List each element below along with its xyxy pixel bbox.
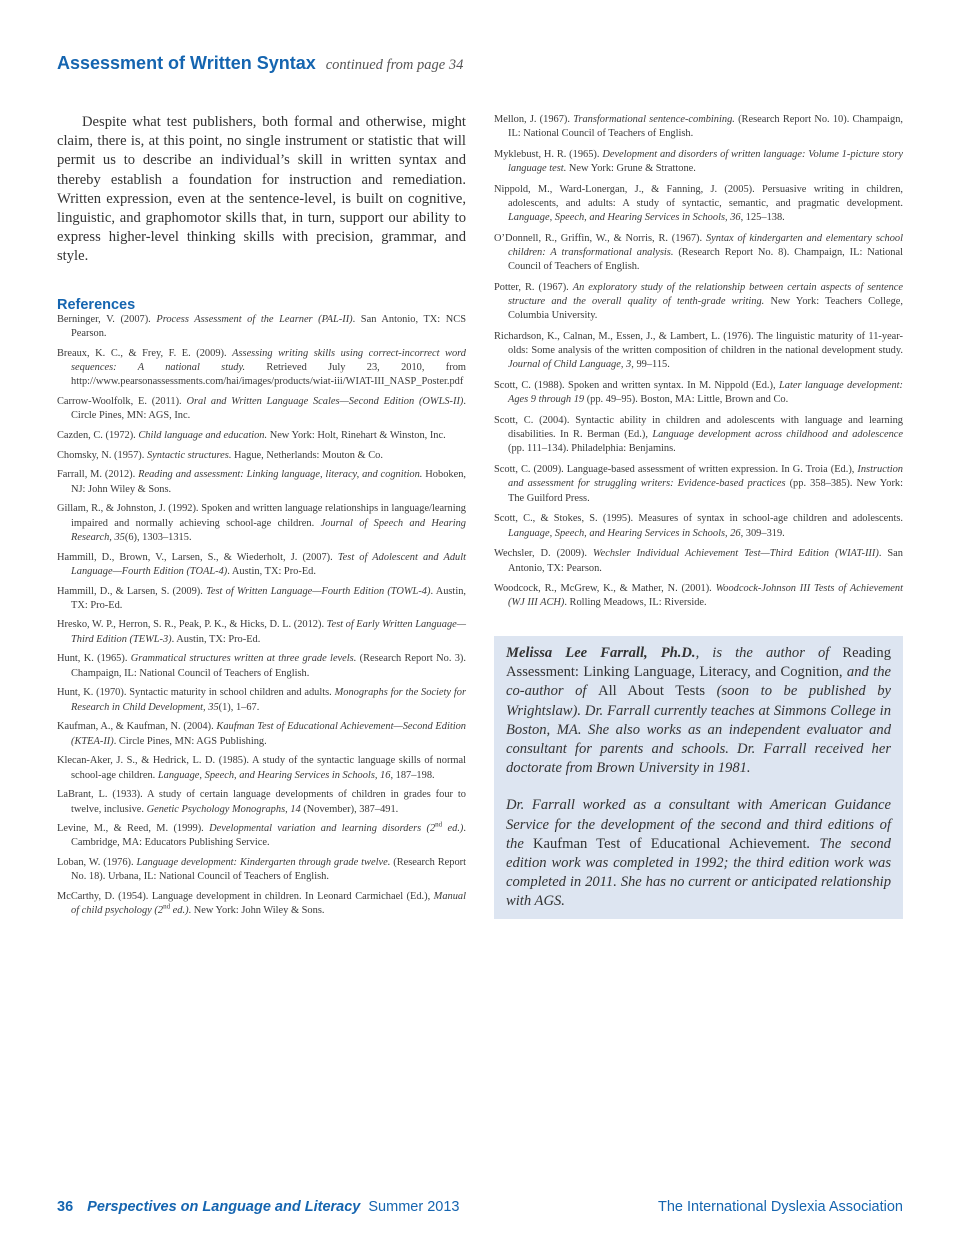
reference-text: Kaufman, A., & Kaufman, N. (2004). bbox=[57, 721, 217, 733]
reference-item bbox=[57, 822, 466, 850]
reference-text: . Cambridge, MA: Educators Publishing Service. bbox=[71, 823, 466, 849]
references-list-right bbox=[494, 113, 903, 611]
reference-item bbox=[494, 113, 903, 141]
reference-item bbox=[57, 754, 466, 782]
reference-text: Hammill, D., & Larsen, S. (2009). bbox=[57, 585, 207, 597]
bio-paragraph-2 bbox=[506, 796, 891, 911]
reference-item bbox=[57, 395, 466, 423]
reference-text: Scott, C. (2004). Syntactic ability in children and adolescents with language and learning disabilities. In R. Berman (Ed.), bbox=[494, 415, 903, 441]
reference-text: , 125–138. bbox=[740, 212, 785, 224]
reference-item bbox=[57, 686, 466, 714]
reference-title: Language, Speech, and Hearing Services in Schools, 26 bbox=[508, 527, 741, 539]
page-footer bbox=[57, 1199, 903, 1221]
references-list-left bbox=[57, 313, 466, 919]
reference-text: Chomsky, N. (1957). bbox=[57, 449, 147, 461]
reference-text: . Circle Pines, MN: AGS Publishing. bbox=[113, 735, 267, 747]
left-column bbox=[57, 113, 466, 924]
author-bio-box bbox=[494, 636, 903, 919]
reference-item bbox=[494, 414, 903, 456]
reference-item bbox=[494, 463, 903, 505]
reference-text: Woodcock, R., McGrew, K., & Mather, N. (2001). bbox=[494, 583, 716, 595]
intro-paragraph: Despite what test publishers, both formal and otherwise, might claim, there is, at this point, no single instrument or statistic that will permit us to describe an individual’s skill in written syntax and thereby establish a foundation for instruction and remediation. Written expression, even at the sentence-level, is built on cognitive, linguistic, and graphomotor skills that, in turn, support our ability to express higher-level thinking skills with precision, grammar, and style. bbox=[57, 114, 466, 265]
reference-text: (Research Report No. 18). Urbana, IL: National Council of Teachers of English. bbox=[71, 857, 466, 883]
reference-text: New York: Teachers College, Columbia University. bbox=[508, 296, 903, 322]
reference-text: Loban, W. (1976). bbox=[57, 857, 137, 869]
reference-item bbox=[494, 547, 903, 575]
reference-text: , 99–115. bbox=[631, 359, 670, 371]
reference-title: Monographs for the Society for Research in Child Development, 35 bbox=[71, 687, 466, 713]
reference-text: Hoboken, NJ: John Wiley & Sons. bbox=[71, 469, 466, 495]
reference-text: Nippold, M., Ward-Lonergan, J., & Fanning, J. (2005). Persuasive writing in children, adolescents, and adults: A study of syntactic, semantic, and pragmatic development. bbox=[494, 183, 903, 210]
reference-text: Cazden, C. (1972). bbox=[57, 429, 139, 441]
reference-item bbox=[57, 890, 466, 918]
reference-text: Mellon, J. (1967). bbox=[494, 114, 574, 125]
reference-title: ed.) bbox=[442, 823, 464, 835]
reference-text: Breaux, K. C., & Frey, F. E. (2009). bbox=[57, 347, 233, 359]
reference-text: nd bbox=[435, 820, 443, 829]
reference-item bbox=[57, 585, 466, 613]
reference-text: (1), 1–67. bbox=[218, 701, 260, 713]
right-column bbox=[494, 113, 903, 617]
bio-text: . The second edition work was completed in 1992; the third edition work was completed in 2011. She has no current or anticipated relationship with AGS. bbox=[506, 835, 891, 910]
reference-text: Farrall, M. (2012). bbox=[57, 469, 139, 481]
issue-date: Summer 2013 bbox=[368, 1199, 460, 1215]
reference-title: Language, Speech, and Hearing Services in Schools, 36 bbox=[508, 212, 741, 224]
reference-item bbox=[57, 720, 466, 748]
reference-text: Carrow-Woolfolk, E. (2011). bbox=[57, 395, 187, 407]
reference-title: Test of Adolescent and Adult Language—Fourth Edition (TOAL-4) bbox=[71, 551, 466, 577]
reference-title: Reading and assessment: Linking language, literacy, and cognition. bbox=[138, 469, 423, 481]
reference-text: Wechsler, D. (2009). bbox=[494, 548, 593, 560]
reference-title: Test of Written Language—Fourth Edition (TOWL-4) bbox=[206, 585, 431, 597]
reference-title: Journal of Speech and Hearing Research, 35 bbox=[71, 517, 466, 543]
reference-text: . San Antonio, TX: Pearson. bbox=[508, 548, 903, 574]
reference-text: Klecan-Aker, J. S., & Hedrick, L. D. (1985). A study of the syntactic language skills of normal school-age children. bbox=[57, 755, 466, 781]
reference-text: . San Antonio, TX: NCS Pearson. bbox=[71, 313, 466, 339]
reference-title: ed.) bbox=[170, 905, 189, 917]
page-number: 36 bbox=[57, 1199, 74, 1215]
reference-text: Hammill, D., Brown, V., Larsen, S., & Wiederholt, J. (2007). bbox=[57, 551, 338, 563]
reference-title: Development and disorders of written language: Volume 1-picture story language test. bbox=[508, 148, 904, 175]
reference-item bbox=[494, 512, 903, 540]
organization-name: The International Dyslexia Association bbox=[657, 1199, 903, 1215]
reference-text: Levine, M., & Reed, M. (1999). bbox=[57, 823, 210, 835]
reference-title: Language, Speech, and Hearing Services in Schools, 16 bbox=[157, 769, 391, 781]
reference-item bbox=[494, 148, 903, 176]
reference-item bbox=[57, 468, 466, 496]
reference-title: Developmental variation and learning disorders (2 bbox=[209, 823, 436, 835]
reference-title: Oral and Written Language Scales—Second Edition (OWLS-II) bbox=[186, 395, 464, 407]
reference-text: Berninger, V. (2007). bbox=[57, 313, 157, 325]
reference-text: . Austin, TX: Pro-Ed. bbox=[171, 633, 261, 645]
reference-item bbox=[494, 232, 903, 274]
reference-item bbox=[57, 856, 466, 884]
page-header bbox=[57, 53, 463, 74]
reference-item bbox=[57, 551, 466, 579]
reference-item bbox=[57, 429, 466, 443]
reference-item bbox=[57, 788, 466, 816]
reference-text: Scott, C. (2009). Language-based assessment of written expression. In G. Troia (Ed.), bbox=[494, 464, 858, 476]
reference-title: Journal of Child Language, 3 bbox=[508, 359, 632, 371]
reference-text: . Rolling Meadows, IL: Riverside. bbox=[564, 597, 707, 609]
reference-title: Genetic Psychology Monographs, 14 bbox=[146, 803, 301, 815]
reference-title: Grammatical structures written at three grade levels. bbox=[130, 653, 357, 665]
bio-text: (soon to be published by Wrightslaw). Dr. Farrall currently teaches at Simmons College in Boston, MA. She also works as an independent evaluator and consultant for parents and schools. Dr. Farrall received her doctorate from Brown University in 1981. bbox=[506, 683, 891, 777]
reference-title: An exploratory study of the relationship between certain aspects of sentence structure and the overall quality of tenth-grade writing. bbox=[508, 282, 903, 308]
bio-paragraph-1 bbox=[506, 644, 891, 778]
reference-title: Process Assessment of the Learner (PAL-II) bbox=[156, 313, 353, 325]
reference-text: New York: Grune & Strattone. bbox=[566, 163, 696, 175]
reference-title: Instruction and assessment for struggling writers: Evidence-based practices bbox=[508, 464, 903, 490]
reference-item bbox=[57, 449, 466, 463]
reference-item bbox=[57, 652, 466, 680]
reference-title: Child language and education. bbox=[138, 429, 268, 441]
reference-item bbox=[494, 582, 903, 610]
reference-text: (Research Report No. 8). Champaign, IL: National Council of Teachers of English. bbox=[508, 247, 903, 273]
reference-text: (pp. 111–134). Philadelphia: Benjamins. bbox=[508, 443, 676, 455]
reference-title: Language development: Kindergarten through grade twelve. bbox=[136, 857, 391, 869]
reference-text: . Austin, TX: Pro-Ed. bbox=[227, 565, 316, 577]
reference-text: Gillam, R., & Johnston, J. (1992). Spoken and written language relationships in language/learning impaired and normally achieving school-age children. bbox=[57, 503, 466, 529]
reference-text: (Research Report No. 3). Champaign, IL: National Council of Teachers of English. bbox=[71, 653, 466, 679]
reference-item bbox=[57, 502, 466, 544]
reference-text: (pp. 358–385). New York: The Guilford Press. bbox=[508, 478, 903, 504]
reference-title: Wechsler Individual Achievement Test—Third Edition (WIAT-III) bbox=[592, 548, 879, 560]
reference-text: nd bbox=[163, 902, 171, 911]
bio-text: , and the co-author of bbox=[506, 664, 892, 700]
reference-text: Hunt, K. (1970). Syntactic maturity in school children and adults. bbox=[57, 687, 335, 699]
reference-title: Woodcock-Johnson III Tests of Achievement (WJ III ACH) bbox=[508, 583, 903, 609]
reference-title: Syntax of kindergarten and elementary school children: A transformational analysis. bbox=[508, 233, 903, 259]
reference-text: Myklebust, H. R. (1965). bbox=[494, 148, 603, 160]
reference-item bbox=[57, 618, 466, 646]
reference-text: . New York: John Wiley & Sons. bbox=[188, 905, 325, 917]
reference-text: . Circle Pines, MN: AGS, Inc. bbox=[71, 395, 466, 421]
continued-note: continued from page 34 bbox=[325, 57, 464, 73]
reference-item bbox=[57, 347, 466, 389]
reference-text: Scott, C. (1988). Spoken and written syntax. In M. Nippold (Ed.), bbox=[494, 380, 779, 392]
reference-text: (6), 1303–1315. bbox=[124, 531, 192, 543]
reference-text: , 309–319. bbox=[740, 527, 785, 539]
book-title: All About Tests bbox=[598, 683, 706, 700]
reference-title: Kaufman Test of Educational Achievement—Second Edition (KTEA-II) bbox=[71, 721, 466, 747]
reference-item bbox=[494, 183, 903, 225]
reference-title: Language development across childhood and adolescence bbox=[652, 429, 903, 441]
reference-title: Syntactic structures. bbox=[146, 449, 232, 461]
reference-title: Later language development: Ages 9 through 19 bbox=[508, 380, 903, 406]
book-title: Reading Assessment: Linking Language, Literacy, and Cognition bbox=[506, 645, 891, 681]
reference-text: . Austin, TX: Pro-Ed. bbox=[71, 585, 467, 611]
reference-text: Scott, C., & Stokes, S. (1995). Measures of syntax in school-age children and adolescents. bbox=[494, 513, 903, 525]
bio-text: , is the author of bbox=[695, 645, 843, 661]
author-name: Melissa Lee Farrall, Ph.D. bbox=[506, 645, 696, 661]
publication-title: Perspectives on Language and Literacy bbox=[87, 1199, 361, 1215]
reference-text: Hresko, W. P., Herron, S. R., Peak, P. K., & Hicks, D. L. (2012). bbox=[57, 619, 327, 631]
reference-text: Hunt, K. (1965). bbox=[57, 653, 131, 665]
references-heading: References bbox=[57, 296, 136, 313]
reference-text: (Research Report No. 10). Champaign, IL: National Council of Teachers of English. bbox=[508, 114, 904, 140]
reference-item bbox=[57, 313, 466, 341]
book-title: Kaufman Test of Educational Achievement bbox=[532, 835, 807, 852]
reference-title: Assessing writing skills using correct-incorrect word sequences: A national study. bbox=[71, 347, 467, 373]
bio-text: Dr. Farrall worked as a consultant with American Guidance Service for the development of the second and third editions of the bbox=[506, 797, 891, 852]
reference-text: Hague, Netherlands: Mouton & Co. bbox=[231, 449, 383, 461]
reference-text: , 187–198. bbox=[390, 769, 435, 781]
reference-item bbox=[494, 281, 903, 323]
reference-text: (November), 387–491. bbox=[300, 803, 399, 815]
reference-text: LaBrant, L. (1933). A study of certain language developments of children in grades four to twelve, inclusive. bbox=[57, 789, 466, 815]
reference-title: Transformational sentence-combining. bbox=[573, 114, 735, 125]
reference-text: Retrieved July 23, 2010, from http://www.pearsonassessments.com/hai/images/products/wiat-iii/WIAT-III_NASP_Poster.pdf bbox=[71, 361, 466, 387]
reference-title: Test of Early Written Language—Third Edition (TEWL-3) bbox=[71, 619, 466, 645]
reference-text: Potter, R. (1967). bbox=[494, 282, 573, 294]
reference-text: O’Donnell, R., Griffin, W., & Norris, R. (1967). bbox=[494, 233, 706, 245]
reference-item bbox=[494, 330, 903, 372]
reference-text: McCarthy, D. (1954). Language development in children. In Leonard Carmichael (Ed.), bbox=[57, 891, 434, 903]
reference-title: Manual of child psychology (2 bbox=[71, 891, 466, 917]
reference-text: Richardson, K., Calnan, M., Essen, J., & Lambert, L. (1976). The linguistic maturity of 11-year-olds: Some analysis of the written composition of children in the national development study. bbox=[494, 331, 903, 357]
reference-text: New York: Holt, Rinehart & Winston, Inc. bbox=[267, 429, 446, 441]
article-title: Assessment of Written Syntax bbox=[57, 53, 316, 73]
reference-item bbox=[494, 379, 903, 407]
reference-text: (pp. 49–95). Boston, MA: Little, Brown and Co. bbox=[584, 394, 789, 406]
